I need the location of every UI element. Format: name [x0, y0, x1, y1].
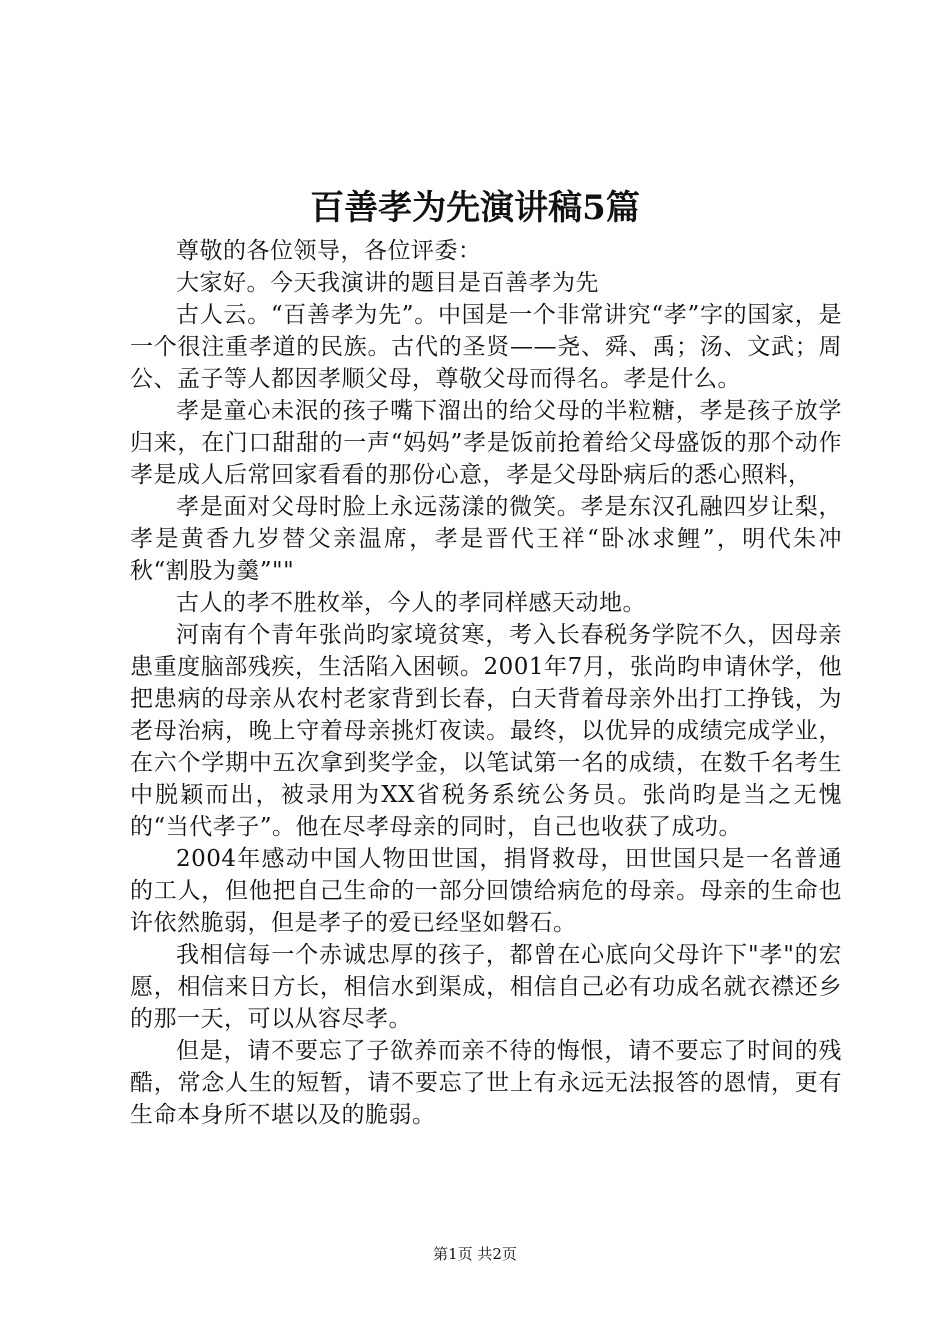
- paragraph: 河南有个青年张尚昀家境贫寒，考入长春税务学院不久，因母亲患重度脑部残疾，生活陷入困顿。2001年7月，张尚昀申请休学，他把患病的母亲从农村老家背到长春，白天背着母亲外出打工挣钱，为老母治病，晚上守着母亲挑灯夜读。最终，以优异的成绩完成学业，在六个学期中五次拿到奖学金，以笔试第一名的成绩，在数千名考生中脱颖而出，被录用为XX省税务系统公务员。张尚昀是当之无愧的“当代孝子”。他在尽孝母亲的同时，自己也收获了成功。: [130, 622, 842, 840]
- paragraph-salutation: 尊敬的各位领导，各位评委：: [176, 238, 482, 264]
- paragraph: 孝是面对父母时脸上永远荡漾的微笑。孝是东汉孔融四岁让梨，孝是黄香九岁替父亲温席，孝是晋代王祥“卧冰求鲤”，明代朱冲秋“割股为羹”"": [130, 494, 842, 584]
- paragraph-greeting: 大家好。今天我演讲的题目是百善孝为先: [176, 270, 599, 296]
- paragraph: 但是，请不要忘了子欲养而亲不待的悔恨，请不要忘了时间的残酷，常念人生的短暂，请不要忘了世上有永远无法报答的恩情，更有生命本身所不堪以及的脆弱。: [130, 1038, 842, 1128]
- paragraph: 孝是童心未泯的孩子嘴下溜出的给父母的半粒糖，孝是孩子放学归来，在门口甜甜的一声“妈妈”孝是饭前抢着给父母盛饭的那个动作孝是成人后常回家看看的那份心意，孝是父母卧病后的悉心照料，: [130, 398, 842, 488]
- document-body: [130, 235, 842, 1131]
- paragraph: 我相信每一个赤诚忠厚的孩子，都曾在心底向父母许下"孝"的宏愿，相信来日方长，相信水到渠成，相信自己必有功成名就衣襟还乡的那一天，可以从容尽孝。: [130, 942, 842, 1032]
- page-footer: 第1页 共2页: [433, 1245, 517, 1263]
- paragraph: 2004年感动中国人物田世国，捐肾救母，田世国只是一名普通的工人，但他把自己生命的一部分回馈给病危的母亲。母亲的生命也许依然脆弱，但是孝子的爱已经坚如磐石。: [130, 846, 842, 936]
- page-title: 百善孝为先演讲稿5篇: [310, 188, 640, 228]
- paragraph: 古人的孝不胜枚举，今人的孝同样感天动地。: [176, 590, 646, 616]
- paragraph: 古人云。“百善孝为先”。中国是一个非常讲究“孝”字的国家，是一个很注重孝道的民族。古代的圣贤——尧、舜、禹；汤、文武；周公、孟子等人都因孝顺父母，尊敬父母而得名。孝是什么。: [130, 302, 842, 392]
